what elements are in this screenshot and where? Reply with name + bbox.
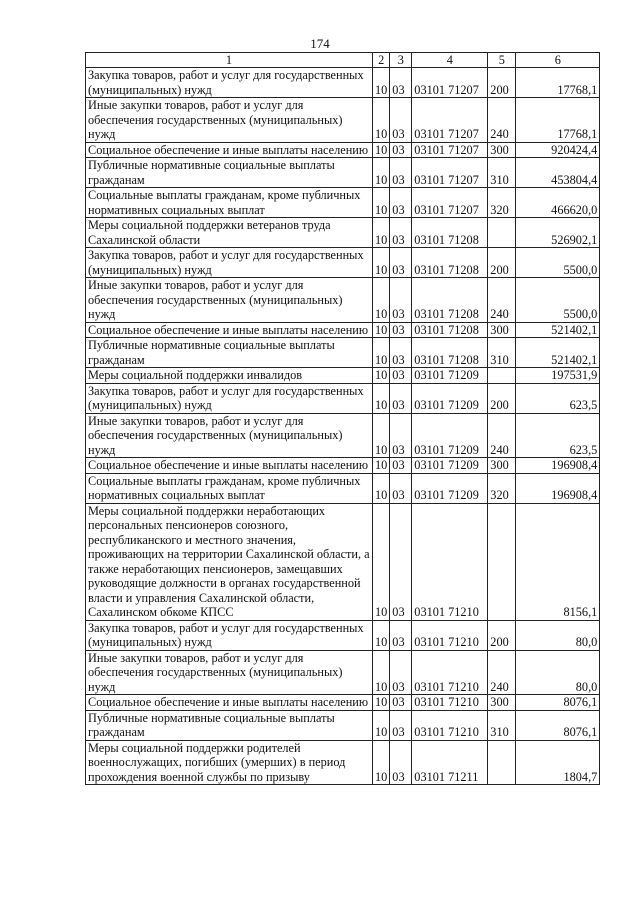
row-target-article-cell: 03101 71207: [412, 158, 488, 188]
page-number: 174: [310, 36, 330, 51]
table-row: [86, 278, 600, 323]
row-subsection-cell: 03: [390, 68, 412, 98]
row-target-article-cell: 03101 71210: [412, 503, 488, 620]
row-section-cell: 10: [373, 740, 390, 785]
table-row: [86, 142, 600, 158]
column-header-4: 4: [412, 53, 488, 68]
row-amount-cell: 196908,4: [516, 458, 600, 474]
row-amount-cell: 623,5: [516, 413, 600, 458]
table-row: [86, 710, 600, 740]
row-name-cell: Меры социальной поддержки родителей военнослужащих, погибших (умерших) в период прохождения военной службы по призыву: [86, 740, 373, 785]
row-section-cell: 10: [373, 278, 390, 323]
row-expense-type-cell: 240: [488, 278, 516, 323]
row-name-cell: Публичные нормативные социальные выплаты гражданам: [86, 338, 373, 368]
row-name-cell: Меры социальной поддержки ветеранов труда Сахалинской области: [86, 218, 373, 248]
table-row: [86, 503, 600, 620]
row-subsection-cell: 03: [390, 142, 412, 158]
row-subsection-cell: 03: [390, 383, 412, 413]
row-section-cell: 10: [373, 98, 390, 143]
row-amount-cell: 5500,0: [516, 278, 600, 323]
row-section-cell: 10: [373, 650, 390, 695]
row-target-article-cell: 03101 71209: [412, 383, 488, 413]
row-subsection-cell: 03: [390, 710, 412, 740]
row-section-cell: 10: [373, 188, 390, 218]
row-amount-cell: 521402,1: [516, 322, 600, 338]
row-section-cell: 10: [373, 383, 390, 413]
row-target-article-cell: 03101 71208: [412, 218, 488, 248]
row-name-cell: Меры социальной поддержки неработающих персональных пенсионеров союзного, республиканского и местного значения, проживающих на территории Сахалинской области, а также неработающих пенсионеров, замещавших руководящие должности в органах государственной власти и управления Сахалинской области, Сахалинском обкоме КПСС: [86, 503, 373, 620]
row-section-cell: 10: [373, 695, 390, 711]
row-expense-type-cell: 200: [488, 248, 516, 278]
row-amount-cell: 466620,0: [516, 188, 600, 218]
row-subsection-cell: 03: [390, 322, 412, 338]
row-name-cell: Иные закупки товаров, работ и услуг для обеспечения государственных (муниципальных) нужд: [86, 413, 373, 458]
row-amount-cell: 197531,9: [516, 368, 600, 384]
row-subsection-cell: 03: [390, 695, 412, 711]
table-row: [86, 695, 600, 711]
row-target-article-cell: 03101 71209: [412, 413, 488, 458]
table-row: [86, 368, 600, 384]
row-subsection-cell: 03: [390, 473, 412, 503]
row-section-cell: 10: [373, 503, 390, 620]
row-amount-cell: 80,0: [516, 650, 600, 695]
table-row: [86, 188, 600, 218]
row-target-article-cell: 03101 71210: [412, 650, 488, 695]
row-section-cell: 10: [373, 368, 390, 384]
column-header-2: 2: [373, 53, 390, 68]
table-row: [86, 413, 600, 458]
row-subsection-cell: 03: [390, 188, 412, 218]
row-expense-type-cell: 310: [488, 338, 516, 368]
row-expense-type-cell: 240: [488, 98, 516, 143]
row-section-cell: 10: [373, 218, 390, 248]
row-expense-type-cell: 300: [488, 142, 516, 158]
row-target-article-cell: 03101 71207: [412, 188, 488, 218]
table-row: [86, 218, 600, 248]
row-name-cell: Иные закупки товаров, работ и услуг для обеспечения государственных (муниципальных) нужд: [86, 98, 373, 143]
row-section-cell: 10: [373, 413, 390, 458]
row-section-cell: 10: [373, 338, 390, 368]
row-name-cell: Социальное обеспечение и иные выплаты населению: [86, 458, 373, 474]
row-subsection-cell: 03: [390, 740, 412, 785]
row-name-cell: Социальное обеспечение и иные выплаты населению: [86, 322, 373, 338]
row-subsection-cell: 03: [390, 248, 412, 278]
row-expense-type-cell: 300: [488, 458, 516, 474]
row-target-article-cell: 03101 71209: [412, 368, 488, 384]
row-expense-type-cell: 240: [488, 650, 516, 695]
row-expense-type-cell: 310: [488, 158, 516, 188]
row-name-cell: Меры социальной поддержки инвалидов: [86, 368, 373, 384]
row-expense-type-cell: 200: [488, 383, 516, 413]
row-section-cell: 10: [373, 473, 390, 503]
row-section-cell: 10: [373, 68, 390, 98]
row-subsection-cell: 03: [390, 338, 412, 368]
row-name-cell: Социальные выплаты гражданам, кроме публичных нормативных социальных выплат: [86, 473, 373, 503]
row-expense-type-cell: [488, 503, 516, 620]
row-section-cell: 10: [373, 710, 390, 740]
row-expense-type-cell: 320: [488, 473, 516, 503]
row-name-cell: Социальное обеспечение и иные выплаты населению: [86, 142, 373, 158]
row-expense-type-cell: 200: [488, 68, 516, 98]
row-subsection-cell: 03: [390, 98, 412, 143]
row-name-cell: Закупка товаров, работ и услуг для государственных (муниципальных) нужд: [86, 68, 373, 98]
row-amount-cell: 17768,1: [516, 68, 600, 98]
row-expense-type-cell: [488, 218, 516, 248]
row-name-cell: Социальное обеспечение и иные выплаты населению: [86, 695, 373, 711]
row-target-article-cell: 03101 71210: [412, 710, 488, 740]
row-name-cell: Социальные выплаты гражданам, кроме публичных нормативных социальных выплат: [86, 188, 373, 218]
row-subsection-cell: 03: [390, 620, 412, 650]
table-row: [86, 158, 600, 188]
row-expense-type-cell: 200: [488, 620, 516, 650]
row-amount-cell: 196908,4: [516, 473, 600, 503]
row-target-article-cell: 03101 71208: [412, 278, 488, 323]
table-row: [86, 458, 600, 474]
row-section-cell: 10: [373, 142, 390, 158]
row-subsection-cell: 03: [390, 218, 412, 248]
row-expense-type-cell: 300: [488, 322, 516, 338]
row-expense-type-cell: 300: [488, 695, 516, 711]
row-target-article-cell: 03101 71207: [412, 98, 488, 143]
row-target-article-cell: 03101 71207: [412, 68, 488, 98]
row-expense-type-cell: [488, 740, 516, 785]
row-section-cell: 10: [373, 158, 390, 188]
row-section-cell: 10: [373, 620, 390, 650]
table-row: [86, 68, 600, 98]
table-row: [86, 620, 600, 650]
row-target-article-cell: 03101 71209: [412, 458, 488, 474]
row-target-article-cell: 03101 71210: [412, 620, 488, 650]
header-row: [86, 53, 600, 68]
table-row: [86, 650, 600, 695]
table-row: [86, 740, 600, 785]
row-target-article-cell: 03101 71208: [412, 322, 488, 338]
row-name-cell: Иные закупки товаров, работ и услуг для обеспечения государственных (муниципальных) нужд: [86, 650, 373, 695]
row-amount-cell: 623,5: [516, 383, 600, 413]
row-name-cell: Закупка товаров, работ и услуг для государственных (муниципальных) нужд: [86, 620, 373, 650]
column-header-3: 3: [390, 53, 412, 68]
row-amount-cell: 8076,1: [516, 695, 600, 711]
row-target-article-cell: 03101 71211: [412, 740, 488, 785]
row-subsection-cell: 03: [390, 413, 412, 458]
table-row: [86, 98, 600, 143]
row-section-cell: 10: [373, 458, 390, 474]
table-row: [86, 383, 600, 413]
table-row: [86, 338, 600, 368]
row-amount-cell: 5500,0: [516, 248, 600, 278]
row-expense-type-cell: [488, 368, 516, 384]
row-target-article-cell: 03101 71208: [412, 248, 488, 278]
row-expense-type-cell: 240: [488, 413, 516, 458]
row-subsection-cell: 03: [390, 503, 412, 620]
column-header-6: 6: [516, 53, 600, 68]
row-amount-cell: 920424,4: [516, 142, 600, 158]
row-target-article-cell: 03101 71210: [412, 695, 488, 711]
column-header-1: 1: [86, 53, 373, 68]
row-expense-type-cell: 320: [488, 188, 516, 218]
row-target-article-cell: 03101 71207: [412, 142, 488, 158]
budget-table: [85, 52, 600, 785]
row-amount-cell: 453804,4: [516, 158, 600, 188]
row-amount-cell: 1804,7: [516, 740, 600, 785]
row-amount-cell: 17768,1: [516, 98, 600, 143]
row-amount-cell: 521402,1: [516, 338, 600, 368]
row-section-cell: 10: [373, 248, 390, 278]
row-target-article-cell: 03101 71209: [412, 473, 488, 503]
row-name-cell: Публичные нормативные социальные выплаты гражданам: [86, 710, 373, 740]
row-amount-cell: 80,0: [516, 620, 600, 650]
row-name-cell: Закупка товаров, работ и услуг для государственных (муниципальных) нужд: [86, 383, 373, 413]
row-section-cell: 10: [373, 322, 390, 338]
row-amount-cell: 526902,1: [516, 218, 600, 248]
column-header-5: 5: [488, 53, 516, 68]
table-row: [86, 322, 600, 338]
row-name-cell: Иные закупки товаров, работ и услуг для обеспечения государственных (муниципальных) нужд: [86, 278, 373, 323]
row-amount-cell: 8076,1: [516, 710, 600, 740]
row-target-article-cell: 03101 71208: [412, 338, 488, 368]
row-subsection-cell: 03: [390, 458, 412, 474]
row-expense-type-cell: 310: [488, 710, 516, 740]
row-subsection-cell: 03: [390, 158, 412, 188]
row-subsection-cell: 03: [390, 368, 412, 384]
row-subsection-cell: 03: [390, 278, 412, 323]
row-amount-cell: 8156,1: [516, 503, 600, 620]
table-row: [86, 248, 600, 278]
row-name-cell: Закупка товаров, работ и услуг для государственных (муниципальных) нужд: [86, 248, 373, 278]
table-row: [86, 473, 600, 503]
row-subsection-cell: 03: [390, 650, 412, 695]
row-name-cell: Публичные нормативные социальные выплаты гражданам: [86, 158, 373, 188]
